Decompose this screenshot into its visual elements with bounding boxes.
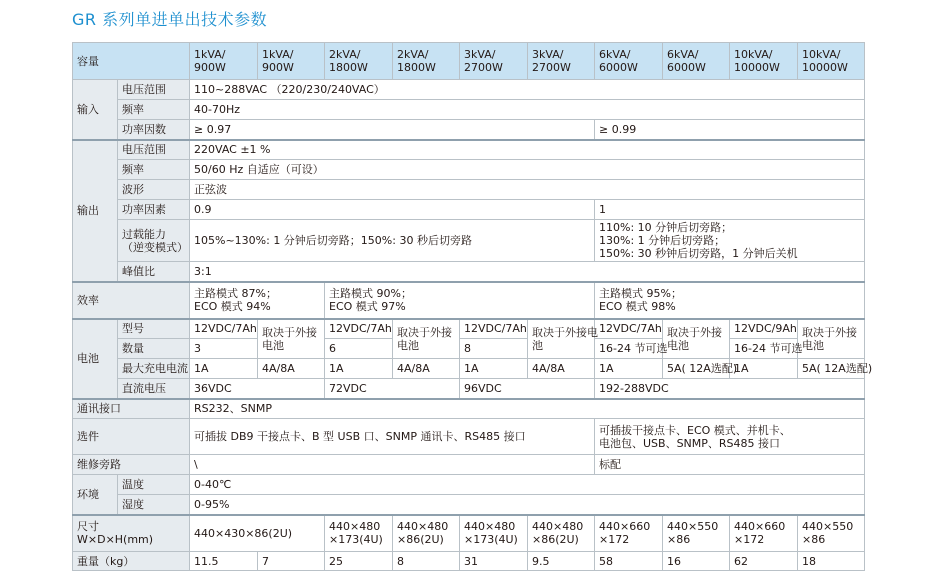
output-voltage-value: 220VAC ±1 % xyxy=(190,140,865,160)
efficiency-row xyxy=(73,282,865,319)
output-wave-value: 正弦波 xyxy=(190,180,865,200)
weight-value: 16 xyxy=(663,552,730,571)
model-cell: 3kVA/ 2700W xyxy=(528,43,595,80)
battery-ext-model: 取决于外接 电池 xyxy=(663,319,730,359)
weight-value: 58 xyxy=(595,552,663,571)
battery-qty-value: 16-24 节可选 xyxy=(595,339,663,359)
bypass-label: 维修旁路 xyxy=(73,455,190,475)
battery-charge-value: 1A xyxy=(190,359,258,379)
model-cell: 1kVA/ 900W xyxy=(258,43,325,80)
weight-value: 9.5 xyxy=(528,552,595,571)
weight-label: 重量（kg） xyxy=(73,552,190,571)
capacity-label: 容量 xyxy=(73,43,190,80)
model-cell: 6kVA/ 6000W xyxy=(663,43,730,80)
battery-charge-value: 1A xyxy=(730,359,798,379)
battery-ext-charge-value: 4A/8A xyxy=(393,359,460,379)
input-label: 输入 xyxy=(73,80,118,140)
battery-qty-value: 16-24 节可选 xyxy=(730,339,798,359)
efficiency-label: 效率 xyxy=(73,282,190,319)
output-freq-row xyxy=(73,160,865,180)
battery-model-value: 12VDC/7Ah xyxy=(190,319,258,339)
dimensions-value: 440×480 ×86(2U) xyxy=(528,515,595,552)
spec-table xyxy=(72,42,873,571)
output-wave-row xyxy=(73,180,865,200)
env-temp-row xyxy=(73,475,865,495)
battery-dc-value: 96VDC xyxy=(460,379,595,399)
capacity-row xyxy=(73,43,865,80)
environment-label: 环境 xyxy=(73,475,118,515)
output-crest-label: 峰值比 xyxy=(118,262,190,282)
battery-ext-charge-value: 4A/8A xyxy=(258,359,325,379)
battery-ext-charge-value: 5A( 12A选配) xyxy=(798,359,865,379)
options-row xyxy=(73,419,865,455)
battery-dc-value: 36VDC xyxy=(190,379,325,399)
battery-model-value: 12VDC/7Ah xyxy=(595,319,663,339)
battery-ext-model: 取决于外接 电池 xyxy=(798,319,865,359)
weight-value: 11.5 xyxy=(190,552,258,571)
model-cell: 2kVA/ 1800W xyxy=(393,43,460,80)
input-pf-value: ≥ 0.99 xyxy=(595,120,865,140)
dimensions-value: 440×660 ×172 xyxy=(730,515,798,552)
output-pf-value: 0.9 xyxy=(190,200,595,220)
input-pf-row xyxy=(73,120,865,140)
input-voltage-row xyxy=(73,80,865,100)
efficiency-value: 主路模式 90%； ECO 模式 97% xyxy=(325,282,595,319)
bypass-row xyxy=(73,455,865,475)
battery-model-value: 12VDC/9Ah xyxy=(730,319,798,339)
output-overload-label: 过载能力 （逆变模式） xyxy=(118,220,190,262)
weight-value: 31 xyxy=(460,552,528,571)
battery-dc-row xyxy=(73,379,865,399)
options-label: 选件 xyxy=(73,419,190,455)
comm-value: RS232、SNMP xyxy=(190,399,865,419)
comm-label: 通讯接口 xyxy=(73,399,190,419)
output-pf-label: 功率因素 xyxy=(118,200,190,220)
model-cell: 10kVA/ 10000W xyxy=(798,43,865,80)
dimensions-value: 440×480 ×86(2U) xyxy=(393,515,460,552)
battery-qty-value: 8 xyxy=(460,339,528,359)
bypass-value: 标配 xyxy=(595,455,865,475)
input-freq-label: 频率 xyxy=(118,100,190,120)
input-pf-value: ≥ 0.97 xyxy=(190,120,595,140)
dimensions-label: 尺寸 W×D×H(mm) xyxy=(73,515,190,552)
dimensions-value: 440×550 ×86 xyxy=(798,515,865,552)
battery-charge-value: 1A xyxy=(325,359,393,379)
input-voltage-label: 电压范围 xyxy=(118,80,190,100)
efficiency-value: 主路模式 87%； ECO 模式 94% xyxy=(190,282,325,319)
battery-qty-value: 3 xyxy=(190,339,258,359)
dimensions-value: 440×480 ×173(4U) xyxy=(460,515,528,552)
battery-ext-model: 取决于外接电 池 xyxy=(528,319,595,359)
weight-value: 8 xyxy=(393,552,460,571)
output-freq-label: 频率 xyxy=(118,160,190,180)
input-freq-value: 40-70Hz xyxy=(190,100,865,120)
battery-ext-charge-value: 4A/8A xyxy=(528,359,595,379)
output-freq-value: 50/60 Hz 自适应（可设） xyxy=(190,160,865,180)
model-cell: 1kVA/ 900W xyxy=(190,43,258,80)
options-value: 可插拔 DB9 干接点卡、B 型 USB 口、SNMP 通讯卡、RS485 接口 xyxy=(190,419,595,455)
output-voltage-label: 电压范围 xyxy=(118,140,190,160)
dimensions-row xyxy=(73,515,865,552)
weight-value: 18 xyxy=(798,552,865,571)
env-temp-value: 0-40℃ xyxy=(190,475,865,495)
dimensions-value: 440×480 ×173(4U) xyxy=(325,515,393,552)
model-cell: 10kVA/ 10000W xyxy=(730,43,798,80)
output-pf-row xyxy=(73,200,865,220)
env-humidity-label: 湿度 xyxy=(118,495,190,515)
dimensions-value: 440×660 ×172 xyxy=(595,515,663,552)
battery-ext-charge-value: 5A( 12A选配) xyxy=(663,359,730,379)
battery-qty-label: 数量 xyxy=(118,339,190,359)
model-cell: 6kVA/ 6000W xyxy=(595,43,663,80)
battery-dc-label: 直流电压 xyxy=(118,379,190,399)
battery-model-label: 型号 xyxy=(118,319,190,339)
weight-value: 62 xyxy=(730,552,798,571)
battery-charge-row xyxy=(73,359,865,379)
battery-dc-value: 72VDC xyxy=(325,379,460,399)
battery-label: 电池 xyxy=(73,319,118,399)
weight-row xyxy=(73,552,865,571)
output-overload-row xyxy=(73,220,865,262)
page-title: GR 系列单进单出技术参数 xyxy=(72,10,268,29)
battery-ext-model: 取决于外接 电池 xyxy=(393,319,460,359)
output-voltage-row xyxy=(73,140,865,160)
battery-model-value: 12VDC/7Ah xyxy=(325,319,393,339)
output-label: 输出 xyxy=(73,140,118,282)
weight-value: 25 xyxy=(325,552,393,571)
dimensions-value: 440×430×86(2U) xyxy=(190,515,325,552)
battery-model-row xyxy=(73,319,865,339)
battery-model-value: 12VDC/7Ah xyxy=(460,319,528,339)
battery-charge-value: 1A xyxy=(595,359,663,379)
output-crest-value: 3:1 xyxy=(190,262,865,282)
comm-row xyxy=(73,399,865,419)
battery-charge-label: 最大充电电流 xyxy=(118,359,190,379)
weight-value: 7 xyxy=(258,552,325,571)
env-temp-label: 温度 xyxy=(118,475,190,495)
output-crest-row xyxy=(73,262,865,282)
battery-dc-value: 192-288VDC xyxy=(595,379,865,399)
battery-qty-value: 6 xyxy=(325,339,393,359)
dimensions-value: 440×550 ×86 xyxy=(663,515,730,552)
input-freq-row xyxy=(73,100,865,120)
env-humidity-value: 0-95% xyxy=(190,495,865,515)
model-cell: 3kVA/ 2700W xyxy=(460,43,528,80)
battery-ext-model: 取决于外接 电池 xyxy=(258,319,325,359)
output-overload-value: 110%: 10 分钟后切旁路； 130%: 1 分钟后切旁路； 150%: 30 秒钟后切旁路，1 分钟后关机 xyxy=(595,220,865,262)
battery-charge-value: 1A xyxy=(460,359,528,379)
battery-qty-row xyxy=(73,339,865,359)
efficiency-value: 主路模式 95%； ECO 模式 98% xyxy=(595,282,865,319)
options-value: 可插拔干接点卡、ECO 模式、并机卡、 电池包、USB、SNMP、RS485 接口 xyxy=(595,419,865,455)
output-pf-value: 1 xyxy=(595,200,865,220)
input-pf-label: 功率因数 xyxy=(118,120,190,140)
input-voltage-value: 110~288VAC （220/230/240VAC） xyxy=(190,80,865,100)
env-humidity-row xyxy=(73,495,865,515)
bypass-value: \ xyxy=(190,455,595,475)
output-wave-label: 波形 xyxy=(118,180,190,200)
model-cell: 2kVA/ 1800W xyxy=(325,43,393,80)
output-overload-value: 105%~130%: 1 分钟后切旁路；150%: 30 秒后切旁路 xyxy=(190,220,595,262)
